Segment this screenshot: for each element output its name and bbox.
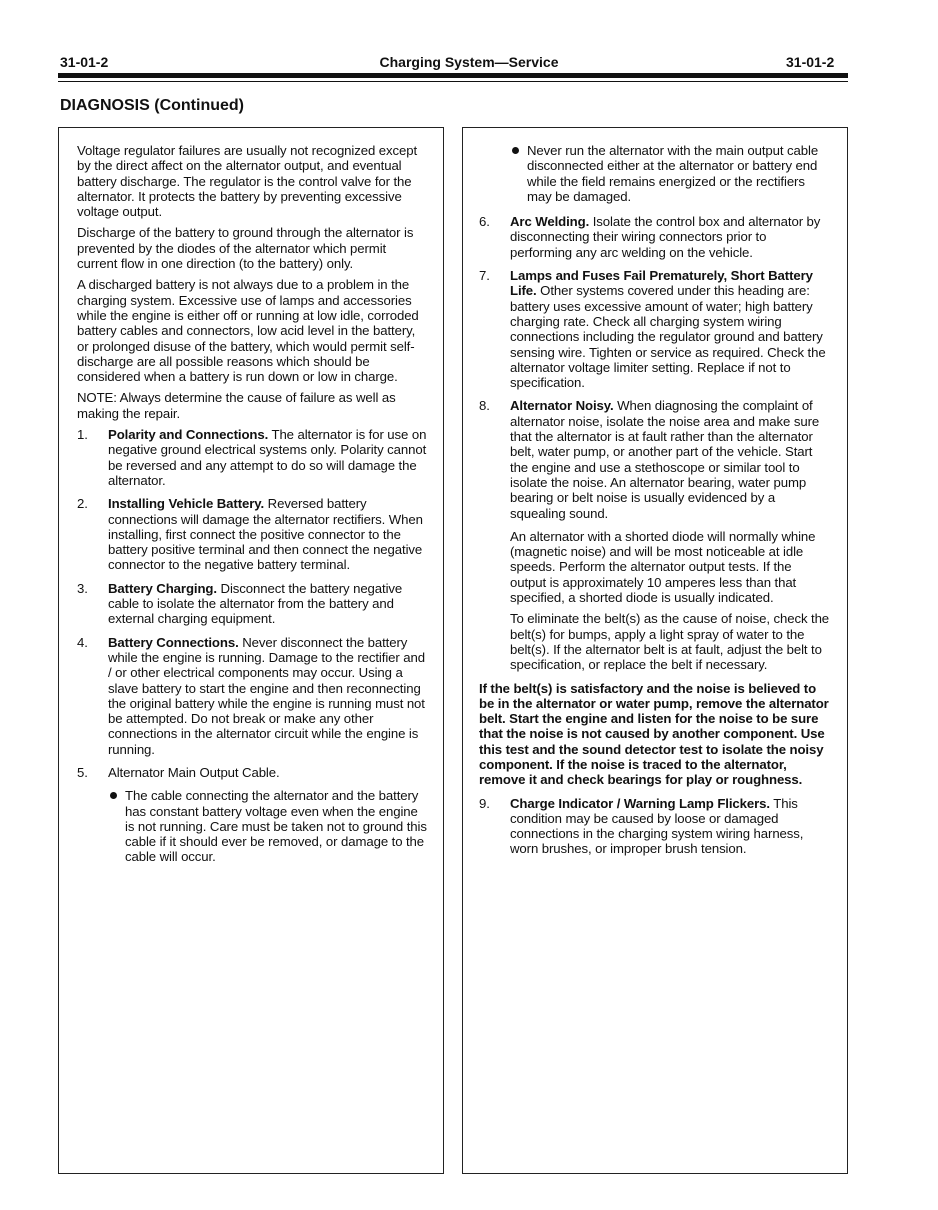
item-text: Alternator Main Output Cable. — [108, 764, 280, 780]
item-text: When diagnosing the complaint of alternator noise, isolate the noise area and make sure that the alternator is at fault rather than the alternator belt, water pump, or another part of the vehicle. Start the engine and use a stethoscope or similar tool to isolate the noise. An alternator bearing, water pump bearing or belt noise is usually evidenced by a squealing sound. — [510, 398, 820, 521]
item-number: 2. — [77, 496, 88, 512]
item-title: Lamps and Fuses Fail Prematurely, Short Battery Life. — [510, 268, 813, 299]
list-item — [77, 581, 429, 627]
paragraph-discharged-battery-causes: A discharged battery is not always due to a problem in the charging system. Excessive use of lamps and accessories while the engine is either off or running at low idle, corroded battery cables and connectors, low acid level in the battery, or prolonged disuse of the battery, which would permit self-discharge are all possible reasons which should be considered when a battery is run down or low in charge. — [77, 277, 419, 385]
item-text: The alternator is for use on negative ground electrical systems only. Polarity cannot be reversed and any attempt to do so will damage the alternator. — [108, 427, 427, 488]
bullet-text: Never run the alternator with the main output cable disconnected either at the alternator or battery end while the field remains energized or the rectifiers may be damaged. — [527, 143, 819, 204]
bullet-item — [108, 788, 429, 864]
item-title: Installing Vehicle Battery. — [108, 496, 265, 512]
header-rule-thick — [58, 73, 848, 78]
list-item — [479, 796, 831, 857]
item-number: 4. — [77, 634, 88, 650]
item-number: 3. — [77, 580, 88, 596]
item-text: Reversed battery connections will damage the alternator rectifiers. When installing, first connect the positive connector to the battery positive terminal and then connect the negative connector to the negative battery terminal. — [108, 496, 423, 573]
item-number: 8. — [479, 398, 490, 414]
item-number: 7. — [479, 268, 490, 284]
item-text: Other systems covered under this heading are: battery uses excessive amount of water; high battery charging rate. Check all charging system wiring connections including the regulator ground and battery sensing wire. Tighten or service as required. Check the alternator voltage limiter setting. Replace if not to specification. — [510, 283, 826, 391]
header-rule-thin — [58, 81, 848, 82]
list-item — [479, 214, 831, 260]
item-number: 5. — [77, 764, 88, 780]
list-item — [77, 496, 429, 572]
list-item — [77, 427, 429, 488]
item-text: Isolate the control box and alternator by disconnecting their wiring connectors prior to performing any arc welding on the vehicle. — [510, 214, 821, 260]
item-text: Disconnect the battery negative cable to isolate the alternator from the battery and external charging equipment. — [108, 580, 403, 627]
bullet-dot-icon — [110, 792, 117, 799]
list-item — [479, 398, 831, 672]
page-number-right: 31-01-2 — [786, 54, 835, 70]
item-number: 9. — [479, 795, 490, 811]
item-title: Alternator Noisy. — [510, 398, 614, 414]
item-text: This condition may be caused by loose or damaged connections in the charging system wiring harness, worn brushes, or improper brush tension. — [510, 795, 804, 857]
right-column — [479, 143, 831, 865]
item-number: 6. — [479, 214, 490, 230]
paragraph-regulator-failures: Voltage regulator failures are usually not recognized except by the direct affect on the alternator output, and eventual battery discharge. The regulator is the control valve for the alternator. It protects the battery by preventing excessive voltage output. — [77, 143, 418, 220]
page-header-title: Charging System—Service — [379, 54, 559, 70]
item-title: Arc Welding. — [510, 214, 590, 230]
section-title: DIAGNOSIS (Continued) — [60, 97, 244, 114]
list-item — [77, 635, 429, 757]
list-item-continued — [479, 143, 831, 204]
item-paragraph-shorted-diode: An alternator with a shorted diode will normally whine (magnetic noise) and will be most noticeable at idle speeds. Perform the alternator output tests. If the output is approximately 10 amperes less than that specified, a shorted diode is usually indicated. — [510, 528, 816, 606]
bullet-dot-icon — [512, 147, 519, 154]
page-number-left: 31-01-2 — [60, 54, 109, 70]
list-item — [77, 765, 429, 865]
left-column — [77, 143, 429, 873]
item-title: Battery Connections. — [108, 634, 239, 650]
item-title: Battery Charging. — [108, 580, 217, 596]
item-title: Charge Indicator / Warning Lamp Flickers. — [510, 795, 770, 811]
note-paragraph: NOTE: Always determine the cause of failure as well as making the repair. — [77, 390, 396, 421]
bullet-item — [510, 143, 831, 204]
item-text: Never disconnect the battery while the engine is running. Damage to the rectifier and / or other electrical components may occur. Using a slave battery to start the engine and then reconnecting the original battery while the engine is running must not be attempted. Do not break or make any other connections in the alternator circuit while the engine is running. — [108, 634, 425, 757]
bullet-text: The cable connecting the alternator and the battery has constant battery voltage even when the engine is not running. Care must be taken not to ground this cable if it should ever be removed, or damage to the cable will occur. — [125, 788, 427, 865]
paragraph-battery-discharge-diodes: Discharge of the battery to ground through the alternator is prevented by the diodes of the alternator which permit current flow in one direction (to the battery) only. — [77, 225, 414, 272]
item-paragraph-belt-noise: To eliminate the belt(s) as the cause of noise, check the belt(s) for bumps, apply a light spray of water to the belt(s). If the alternator belt is at fault, adjust the belt to specification, or replace the belt if necessary. — [510, 611, 830, 673]
list-item — [479, 268, 831, 390]
bold-instruction-paragraph: If the belt(s) is satisfactory and the noise is believed to be in the alternator or water pump, remove the alternator belt. Start the engine and listen for the noise to be sure that the noise is not caused by another component. Use this test and the sound detector test to isolate the noisy component. If the noise is traced to the alternator, remove it and check bearings for play or roughness. — [479, 680, 829, 788]
item-title: Polarity and Connections. — [108, 427, 269, 443]
item-number: 1. — [77, 427, 88, 443]
